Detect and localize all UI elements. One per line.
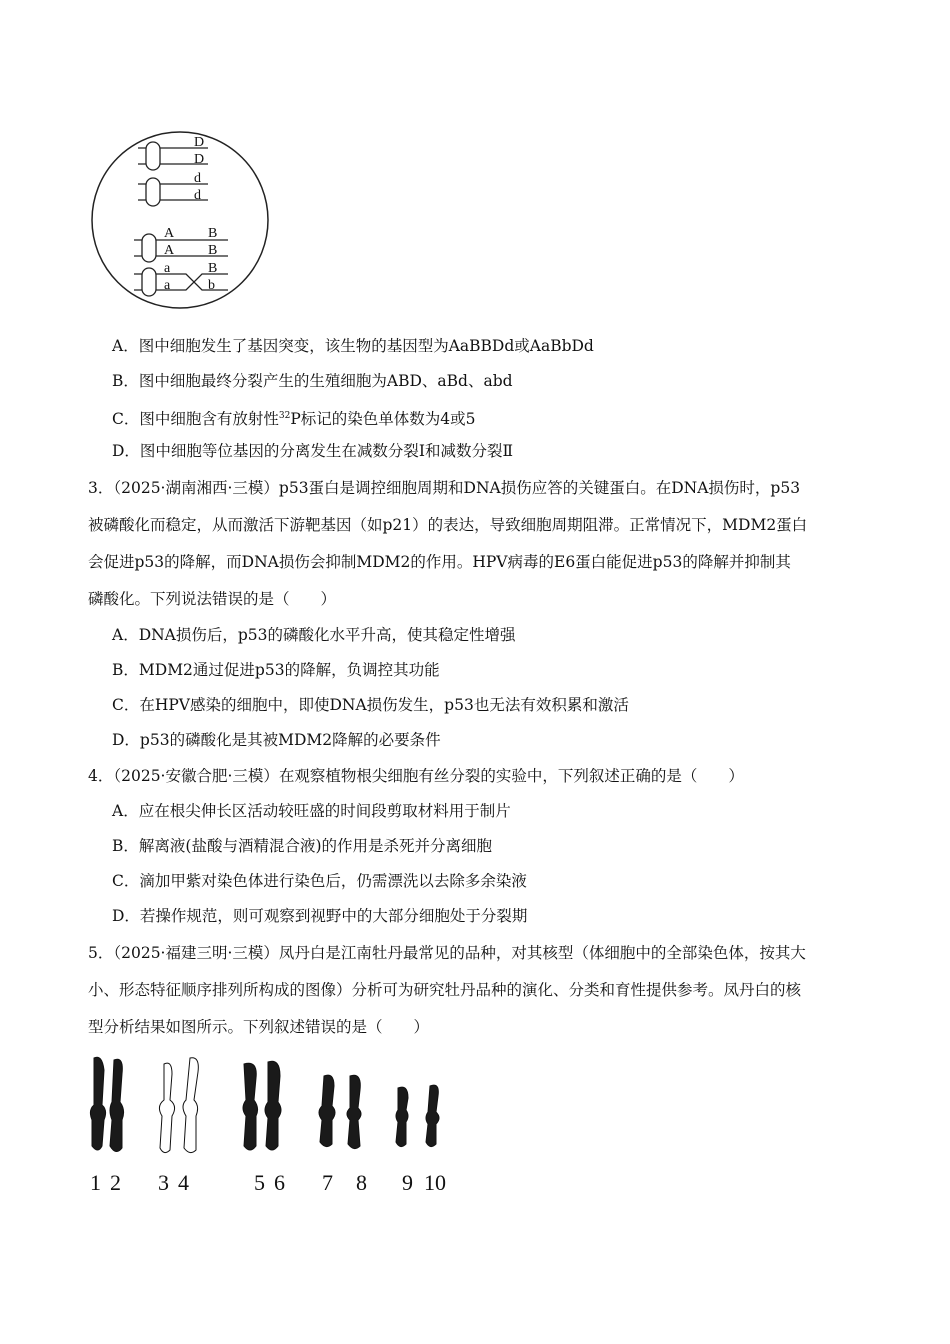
gene-label: B xyxy=(208,243,218,258)
karyotype-label: 10 xyxy=(424,1170,446,1195)
gene-label: D xyxy=(194,152,205,167)
q4-option-d: D．若操作规范，则可观察到视野中的大部分细胞处于分裂期 xyxy=(112,907,528,925)
q5-stem-line: 5．（2025·福建三明·三模）凤丹白是江南牡丹最常见的品种，对其核型（体细胞中的全部染色体，按其大 xyxy=(88,944,806,962)
q4-option-c: C．滴加甲紫对染色体进行染色后，仍需漂洗以去除多余染液 xyxy=(112,872,527,890)
q3-stem-line: 会促进p53的降解，而DNA损伤会抑制MDM2的作用。HPV病毒的E6蛋白能促进p53的降解并抑制其 xyxy=(88,553,791,571)
q5-stem-line: 小、形态特征顺序排列所构成的图像）分析可为研究牡丹品种的演化、分类和育性提供参考。凤丹白的核 xyxy=(88,981,802,999)
karyotype-label: 1 xyxy=(90,1170,101,1195)
q2-option-b: B．图中细胞最终分裂产生的生殖细胞为ABD、aBd、abd xyxy=(112,372,513,390)
gene-label: A xyxy=(164,226,175,241)
q3-option-b: B．MDM2通过促进p53的降解，负调控其功能 xyxy=(112,661,440,679)
q4-option-a: A．应在根尖伸长区活动较旺盛的时间段剪取材料用于制片 xyxy=(112,802,511,820)
q3-stem-line: 被磷酸化而稳定，从而激活下游靶基因（如p21）的表达，导致细胞周期阻滞。正常情况下，MDM2蛋白 xyxy=(88,516,808,534)
gene-label: a xyxy=(164,261,171,276)
karyotype-label: 7 xyxy=(322,1170,333,1195)
q3-stem-line: 3．（2025·湖南湘西·三模）p53蛋白是调控细胞周期和DNA损伤应答的关键蛋白。在DNA损伤时，p53 xyxy=(88,479,801,497)
gene-label: B xyxy=(208,226,218,241)
gene-label: b xyxy=(208,278,215,293)
q2-option-c xyxy=(112,406,475,429)
q4-stem: 4．（2025·安徽合肥·三模）在观察植物根尖细胞有丝分裂的实验中，下列叙述正确的是（ ） xyxy=(88,767,744,785)
karyotype-label: 9 xyxy=(402,1170,413,1195)
q2-option-c-pre: C．图中细胞含有放射性 xyxy=(112,410,279,428)
karyotype-label: 5 xyxy=(254,1170,265,1195)
q2-option-c-post: P标记的染色单体数为4或5 xyxy=(290,410,476,428)
gene-label: d xyxy=(194,188,201,203)
q2-option-c-sup: 32 xyxy=(278,411,291,421)
q2-option-d: D．图中细胞等位基因的分离发生在减数分裂Ⅰ和减数分裂Ⅱ xyxy=(112,442,514,460)
karyotype-figure xyxy=(80,1050,460,1200)
karyotype-label: 3 xyxy=(158,1170,169,1195)
cell-diagram xyxy=(88,124,276,318)
gene-label: a xyxy=(164,278,171,293)
gene-label: A xyxy=(164,243,175,258)
gene-label: B xyxy=(208,261,218,276)
karyotype-label: 6 xyxy=(274,1170,285,1195)
q3-stem-line: 磷酸化。下列说法错误的是（ ） xyxy=(88,590,337,608)
q3-option-a: A．DNA损伤后，p53的磷酸化水平升高，使其稳定性增强 xyxy=(112,626,516,644)
q5-stem-line: 型分析结果如图所示。下列叙述错误的是（ ） xyxy=(88,1018,430,1036)
q3-option-d: D．p53的磷酸化是其被MDM2降解的必要条件 xyxy=(112,731,441,749)
karyotype-label: 8 xyxy=(356,1170,367,1195)
karyotype-label: 2 xyxy=(110,1170,121,1195)
q2-option-a: A．图中细胞发生了基因突变，该生物的基因型为AaBBDd或AaBbDd xyxy=(112,337,594,355)
q3-option-c: C．在HPV感染的细胞中，即使DNA损伤发生，p53也无法有效积累和激活 xyxy=(112,696,629,714)
karyotype-label: 4 xyxy=(178,1170,189,1195)
gene-label: D xyxy=(194,135,205,150)
gene-label: d xyxy=(194,171,201,186)
q4-option-b: B．解离液(盐酸与酒精混合液)的作用是杀死并分离细胞 xyxy=(112,837,492,855)
